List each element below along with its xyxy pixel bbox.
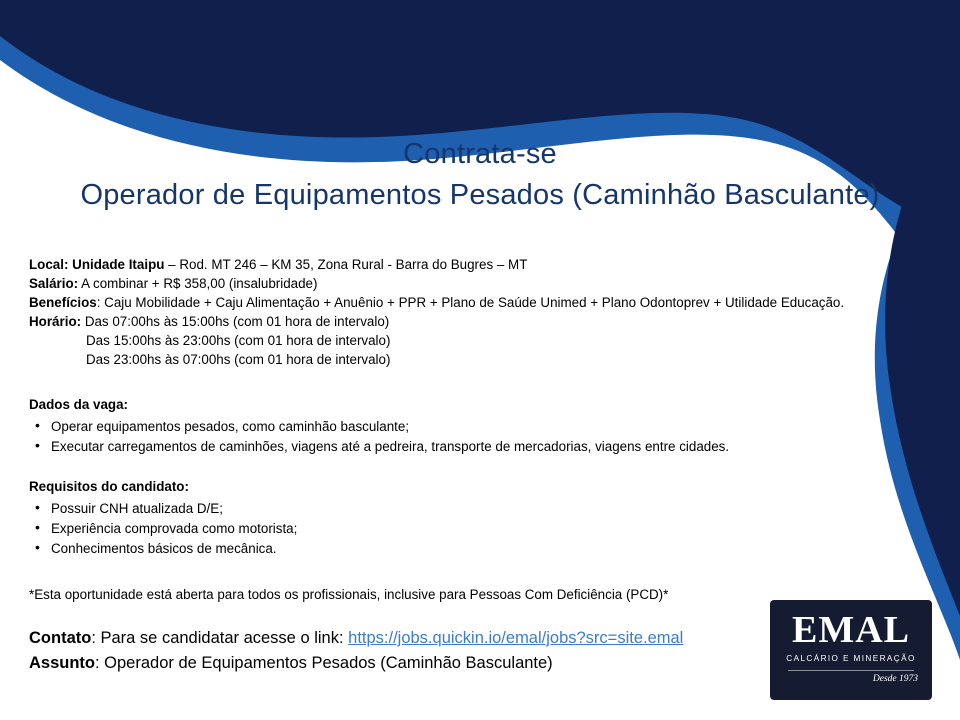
salario-value: A combinar + R$ 358,00 (insalubridade) — [78, 276, 318, 292]
contato-text: : Para se candidatar acesse o link: — [91, 629, 349, 647]
logo-since-text: Desde 1973 — [872, 674, 918, 684]
beneficios-value: : Caju Mobilidade + Caju Alimentação + Anuênio + PPR + Plano de Saúde Unimed + Plano Odontoprev + Utilidade Educação. — [96, 295, 845, 311]
list-item: • Possuir CNH atualizada D/E; — [29, 499, 929, 518]
info-row-beneficios — [29, 293, 929, 312]
application-link[interactable]: https://jobs.quickin.io/emal/jobs?src=site.emal — [348, 629, 684, 647]
list-item: • Experiência comprovada como motorista; — [29, 519, 929, 538]
subject-row — [29, 651, 683, 676]
info-row-salario — [29, 274, 929, 293]
salario-label: Salário: — [29, 276, 79, 292]
section-heading-requisitos: Requisitos do candidato: — [29, 479, 189, 495]
title-line-2: Operador de Equipamentos Pesados (Caminhão Basculante) — [80, 179, 880, 211]
page-title — [0, 138, 960, 212]
contact-row — [29, 626, 683, 651]
section-heading-vaga: Dados da vaga: — [29, 397, 128, 413]
requisitos-list — [29, 499, 929, 558]
list-item: • Conhecimentos básicos de mecânica. — [29, 539, 929, 558]
assunto-label: Assunto — [29, 653, 95, 672]
horario-line-3: Das 23:00hs às 07:00hs (com 01 hora de intervalo) — [86, 352, 391, 368]
logo-wordmark: EMAL — [792, 609, 910, 651]
spacer-3 — [29, 559, 929, 585]
info-row-local — [29, 255, 929, 274]
list-item: • Operar equipamentos pesados, como caminhão basculante; — [29, 417, 929, 436]
spacer-2 — [29, 457, 929, 477]
horario-label: Horário: — [29, 314, 82, 330]
inclusion-note: *Esta oportunidade está aberta para todos os profissionais, inclusive para Pessoas Com Deficiência (PCD)* — [29, 587, 669, 603]
company-logo — [770, 600, 932, 700]
info-row-horario — [29, 312, 929, 331]
logo-subtitle: CALCÁRIO E MINERAÇÃO — [786, 654, 916, 663]
horario-value: Das 07:00hs às 15:00hs (com 01 hora de intervalo) — [81, 314, 390, 330]
spacer-1 — [29, 369, 929, 395]
beneficios-label: Benefícios — [29, 295, 97, 311]
logo-divider — [788, 670, 914, 671]
assunto-text: : Operador de Equipamentos Pesados (Caminhão Basculante) — [95, 653, 553, 672]
title-line-1: Contrata-se — [403, 138, 557, 170]
contact-block — [29, 626, 683, 676]
job-details-body — [29, 255, 929, 604]
vaga-list — [29, 417, 929, 456]
list-item: • Executar carregamentos de caminhões, viagens até a pedreira, transporte de mercadorias, viagens entre cidades. — [29, 437, 929, 456]
contato-label: Contato — [29, 629, 92, 647]
local-label: Local: — [29, 257, 69, 272]
horario-line-2: Das 15:00hs às 23:00hs (com 01 hora de intervalo) — [86, 333, 391, 349]
local-unit: Unidade Itaipu — [72, 257, 165, 272]
local-value: – Rod. MT 246 – KM 35, Zona Rural - Barra do Bugres – MT — [164, 257, 528, 272]
